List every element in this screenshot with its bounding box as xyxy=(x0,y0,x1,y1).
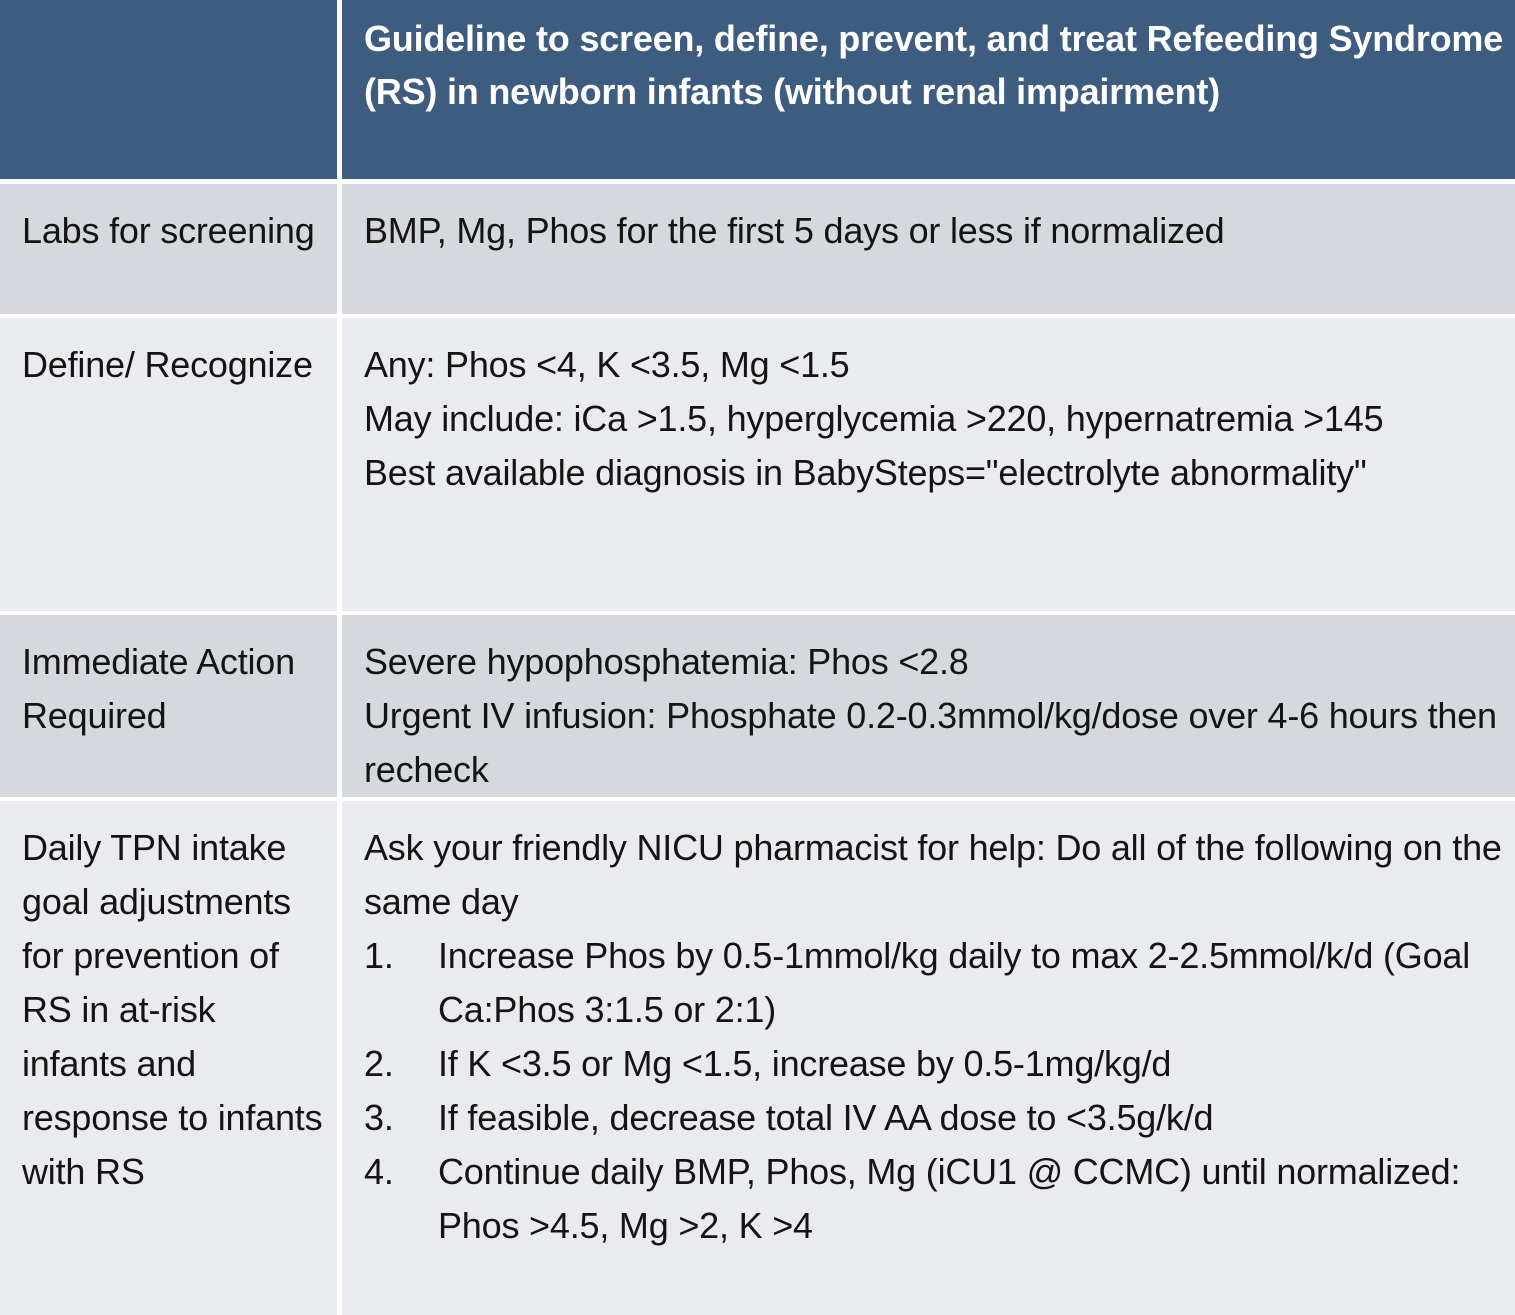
row-label-labs-for-screening: Labs for screening xyxy=(0,184,342,318)
row-content-labs-for-screening xyxy=(342,184,1515,318)
steps-list xyxy=(364,929,1505,1253)
list-item xyxy=(364,1145,1505,1253)
header-empty-cell xyxy=(0,0,342,184)
content-intro: Ask your friendly NICU pharmacist for help: Do all of the following on the same day xyxy=(364,827,1502,922)
step-text: If K <3.5 or Mg <1.5, increase by 0.5-1mg/kg/d xyxy=(438,1043,1172,1084)
content-line: May include: iCa >1.5, hyperglycemia >220, hypernatremia >145 xyxy=(364,398,1384,439)
row-label-immediate-action: Immediate Action Required xyxy=(0,615,342,801)
list-item xyxy=(364,1037,1505,1091)
step-number: 1. xyxy=(364,935,394,976)
content-line: Severe hypophosphatemia: Phos <2.8 xyxy=(364,641,969,682)
row-content-daily-tpn xyxy=(342,801,1515,1315)
list-item xyxy=(364,929,1505,1037)
row-content-immediate-action xyxy=(342,615,1515,801)
step-number: 4. xyxy=(364,1151,394,1192)
content-line: Best available diagnosis in BabySteps="electrolyte abnormality" xyxy=(364,452,1367,493)
row-content-define-recognize xyxy=(342,318,1515,615)
content-line: Urgent IV infusion: Phosphate 0.2-0.3mmol/kg/dose over 4-6 hours then recheck xyxy=(364,695,1497,790)
step-text: If feasible, decrease total IV AA dose to <3.5g/k/d xyxy=(438,1097,1214,1138)
row-label-define-recognize: Define/ Recognize xyxy=(0,318,342,615)
content-line: BMP, Mg, Phos for the first 5 days or less if normalized xyxy=(364,210,1225,251)
step-number: 2. xyxy=(364,1043,394,1084)
step-number: 3. xyxy=(364,1097,394,1138)
step-text: Increase Phos by 0.5-1mmol/kg daily to max 2-2.5mmol/k/d (Goal Ca:Phos 3:1.5 or 2:1) xyxy=(438,935,1471,1030)
list-item xyxy=(364,1091,1505,1145)
step-text: Continue daily BMP, Phos, Mg (iCU1 @ CCMC) until normalized: Phos >4.5, Mg >2, K >4 xyxy=(438,1151,1461,1246)
content-line: Any: Phos <4, K <3.5, Mg <1.5 xyxy=(364,344,850,385)
row-label-daily-tpn: Daily TPN intake goal adjustments for prevention of RS in at-risk infants and response to infants with RS xyxy=(0,801,342,1315)
table-title: Guideline to screen, define, prevent, and treat Refeeding Syndrome (RS) in newborn infants (without renal impairment) xyxy=(342,0,1515,184)
